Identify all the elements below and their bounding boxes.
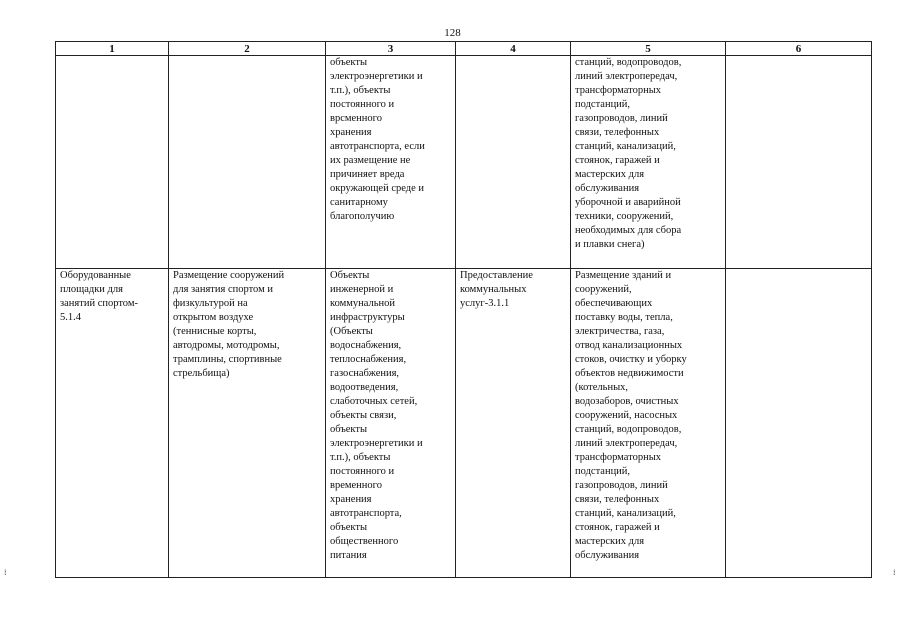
table-header-row [56,42,872,56]
cell-use-type [56,56,169,269]
column-header-3: 3 [326,42,456,56]
cell-conditional-use-type [456,56,571,269]
cell-use-description: Размещение сооружений для занятия спортом и физкультурой на открытом воздухе (теннисные корты, автодромы, мотодромы, трамплины, спортивные стрельбища) [169,269,326,578]
cell-column-6 [726,56,872,269]
cell-auxiliary-uses: объекты электроэнергетики и т.п.), объекты постоянного и врсменного хранения автотранспорта, если их размещение не причиняет вреда окружающей среде и санитарному благополучию [326,56,456,269]
scan-edge-mark-left: ⁞ [4,568,7,577]
column-header-2: 2 [169,42,326,56]
table-row [56,269,872,578]
cell-column-6 [726,269,872,578]
cell-use-description [169,56,326,269]
cell-use-type: Оборудованные площадки для занятий спортом- 5.1.4 [56,269,169,578]
column-header-6: 6 [726,42,872,56]
column-header-1: 1 [56,42,169,56]
cell-conditional-use-description: Размещение зданий и сооружений, обеспечивающих поставку воды, тепла, электричества, газа, отвод канализационных стоков, очистку и уборку объектов недвижимости (котельных, водозаборов, очистных сооружений, насосных станций, водопроводов, линий электропередач, трансформаторных подстанций, газопроводов, линий связи, телефонных станций, канализаций, стоянок, гаражей и мастерских для обслуживания [571,269,726,578]
cell-conditional-use-type: Предоставление коммунальных услуг-3.1.1 [456,269,571,578]
cell-auxiliary-uses: Объекты инженерной и коммунальной инфраструктуры (Объекты водоснабжения, теплоснабжения, газоснабжения, водоотведения, слаботочных сетей, объекты связи, объекты электроэнергетики и т.п.), объекты постоянного и временного хранения автотранспорта, объекты общественного питания [326,269,456,578]
table-row [56,56,872,269]
cell-conditional-use-description: станций, водопроводов, линий электропередач, трансформаторных подстанций, газопроводов, линий связи, телефонных станций, канализаций, стоянок, гаражей и мастерских для обслуживания уборочной и аварийной техники, сооружений, необходимых для сбора и плавки снега) [571,56,726,269]
scan-edge-mark-right: ⁞ [893,568,896,577]
regulations-table [55,41,872,578]
column-header-5: 5 [571,42,726,56]
page-number: 128 [444,27,461,39]
column-header-4: 4 [456,42,571,56]
